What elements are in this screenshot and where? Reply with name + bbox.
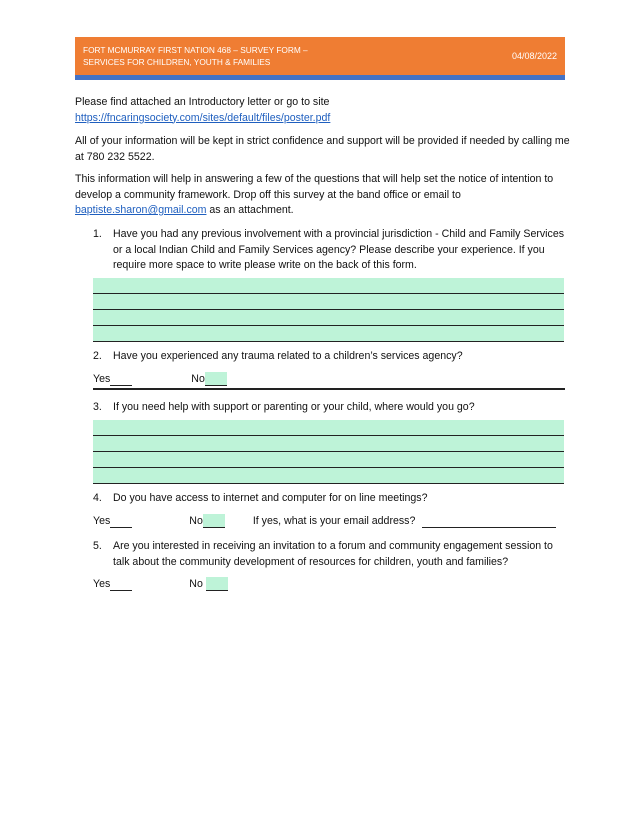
confidentiality-paragraph: All of your information will be kept in strict confidence and support will be provided if needed by calling me at 780 232 5522. [75, 135, 570, 163]
answer-line[interactable] [93, 310, 564, 326]
question-5 [93, 539, 568, 570]
answer-line[interactable] [93, 278, 564, 294]
answer-3-lines[interactable] [93, 420, 564, 484]
form-header [75, 37, 565, 75]
no-label: No [189, 578, 206, 590]
yes-label: Yes [93, 373, 111, 385]
intro-paragraph [75, 95, 575, 126]
email-prompt: If yes, what is your email address? [252, 515, 416, 527]
no-label: No [189, 515, 203, 527]
question-number: 3. [93, 401, 102, 413]
answer-line[interactable] [93, 326, 564, 342]
purpose-suffix: as an attachment. [206, 204, 294, 216]
question-3 [93, 400, 568, 416]
answer-line[interactable] [93, 452, 564, 468]
question-text: Have you experienced any trauma related to a children’s services agency? [113, 350, 463, 362]
question-number: 2. [93, 350, 102, 362]
form-title-line1: FORT MCMURRAY FIRST NATION 468 – SURVEY FORM – [83, 45, 308, 55]
form-title-line2: SERVICES FOR CHILDREN, YOUTH & FAMILIES [83, 57, 271, 67]
intro-text: Please find attached an Introductory letter or go to site [75, 96, 330, 108]
answer-line[interactable] [93, 436, 564, 452]
email-link[interactable]: baptiste.sharon@gmail.com [75, 204, 207, 216]
question-text: Have you had any previous involvement with a provincial jurisdiction - Child and Family Services or a local Indian Child and Family Services agency? Please describe your experience. If you require more space to write please write on the back of this form. [113, 228, 565, 271]
no-blank[interactable] [205, 372, 227, 386]
answer-2-row [93, 372, 227, 386]
yes-blank[interactable] [110, 372, 132, 386]
question-text: If you need help with support or parenting or your child, where would you go? [113, 401, 475, 413]
email-blank[interactable] [422, 514, 556, 528]
header-divider [75, 75, 565, 80]
no-blank[interactable] [206, 577, 228, 591]
no-blank[interactable] [203, 514, 225, 528]
purpose-paragraph [75, 172, 575, 219]
no-label: No [191, 373, 205, 385]
answer-5-row [93, 577, 228, 591]
question-4 [93, 491, 568, 507]
yes-label: Yes [93, 515, 111, 527]
question-1 [93, 227, 568, 274]
answer-1-lines[interactable] [93, 278, 564, 342]
question-number: 4. [93, 492, 102, 504]
section-divider [93, 388, 565, 390]
question-text: Are you interested in receiving an invitation to a forum and community engagement session to talk about the community development of resources for children, youth and families? [113, 540, 553, 568]
question-number: 5. [93, 540, 102, 552]
purpose-text: This information will help in answering a few of the questions that will help set the notice of intention to develop a community framework. Drop off this survey at the band office or email to [75, 173, 554, 201]
poster-link[interactable]: https://fncaringsociety.com/sites/default/files/poster.pdf [75, 111, 331, 124]
yes-blank[interactable] [110, 577, 132, 591]
answer-line[interactable] [93, 420, 564, 436]
answer-4-row [93, 514, 556, 528]
question-number: 1. [93, 228, 102, 240]
answer-line[interactable] [93, 294, 564, 310]
question-text: Do you have access to internet and computer for on line meetings? [113, 492, 428, 504]
form-title [83, 44, 308, 68]
question-2 [93, 349, 568, 365]
yes-blank[interactable] [110, 514, 132, 528]
form-date: 04/08/2022 [511, 51, 557, 61]
answer-line[interactable] [93, 468, 564, 484]
yes-label: Yes [93, 578, 111, 590]
